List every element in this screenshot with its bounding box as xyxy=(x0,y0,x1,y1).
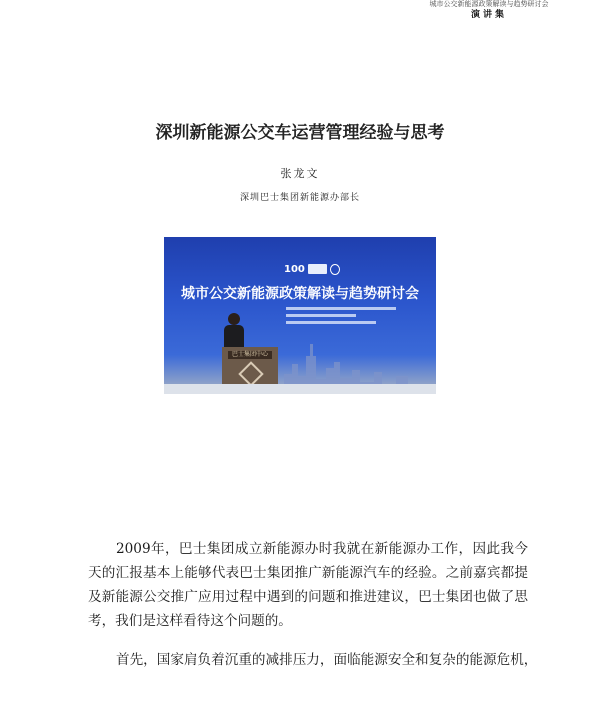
banner-info-lines xyxy=(286,307,396,328)
body-paragraph-1: 2009年，巴士集团成立新能源办时我就在新能源办工作，因此我今天的汇报基本上能够代表巴士集团推广新能源汽车的经验。之前嘉宾都提及新能源公交推广应用过程中遇到的问题和推进建议，巴士集团也做了思考，我们是这样看待这个问题的。 xyxy=(88,541,528,629)
section-label: 演讲集 xyxy=(470,10,507,20)
author-name: 张龙文 xyxy=(280,167,320,180)
podium-sign: 巴士集团中心 xyxy=(228,351,272,359)
event-logo xyxy=(284,263,340,275)
article-title: 深圳新能源公交车运营管理经验与思考 xyxy=(155,123,445,143)
podium-emblem xyxy=(238,361,263,386)
running-header xyxy=(414,0,564,21)
banner-bottom-strip xyxy=(164,384,436,394)
body-paragraph-2: 首先，国家肩负着沉重的减排压力，面临能源安全和复杂的能源危机， xyxy=(116,652,538,668)
running-title: 城市公交新能源政策解读与趋势研讨会 xyxy=(429,0,549,8)
banner-title: 城市公交新能源政策解读与趋势研讨会 xyxy=(181,286,419,302)
conference-photo xyxy=(164,237,436,394)
author-affiliation: 深圳巴士集团新能源办部长 xyxy=(239,193,360,203)
logo-text: 100 xyxy=(284,263,305,275)
